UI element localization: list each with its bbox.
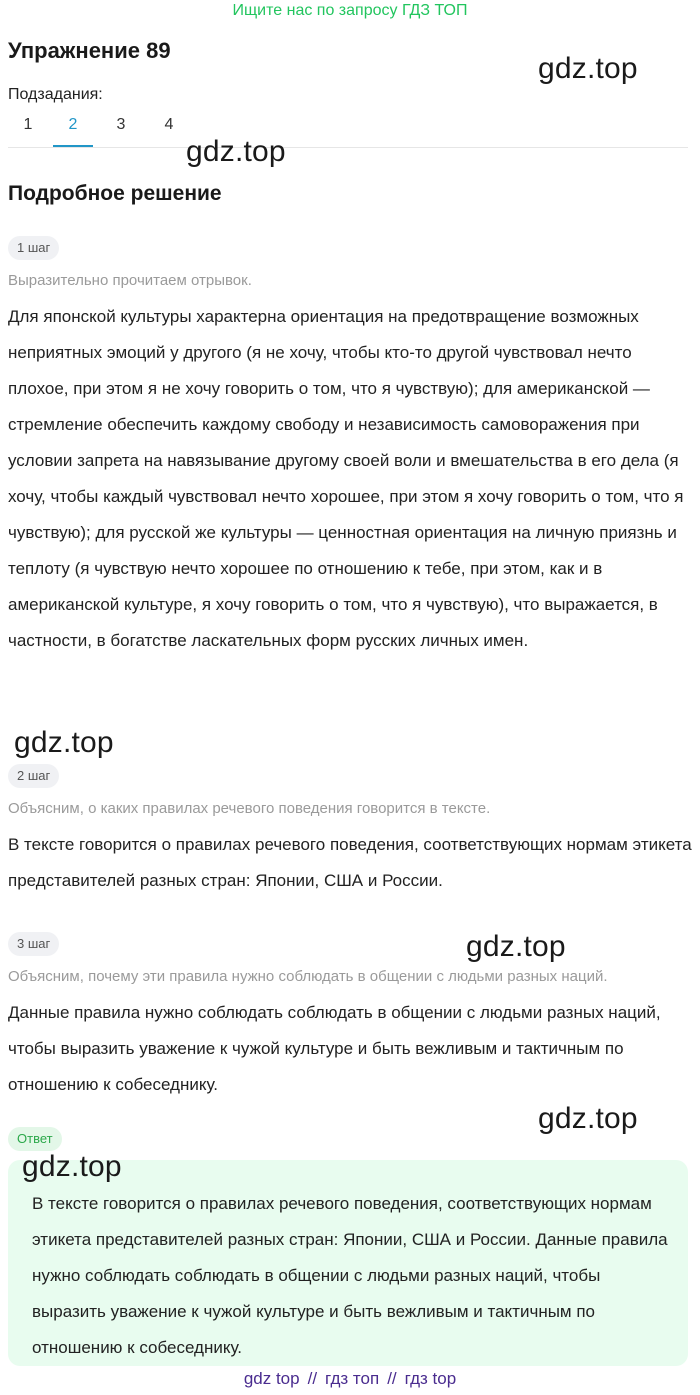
subtasks-label: Подзадания: [8, 86, 103, 103]
footer-link-gdz-top[interactable]: gdz top [243, 1369, 300, 1388]
answer-box [8, 1160, 688, 1366]
step-badge: 1 шаг [8, 236, 59, 260]
search-banner: Ищите нас по запросу ГДЗ ТОП [232, 2, 468, 19]
footer-link-gdz-top-ru[interactable]: гдз топ [325, 1369, 380, 1388]
watermark: gdz.top [538, 1102, 638, 1135]
watermark: gdz.top [538, 52, 638, 85]
watermark: gdz.top [22, 1150, 122, 1183]
step-badge: 3 шаг [8, 932, 59, 956]
footer-separator: // [307, 1369, 318, 1388]
step-badge: 2 шаг [8, 764, 59, 788]
tab-4[interactable]: 4 [164, 116, 174, 133]
footer-links [0, 1369, 700, 1389]
section-title: Подробное решение [8, 182, 222, 205]
tab-1[interactable]: 1 [23, 116, 33, 133]
watermark: gdz.top [14, 726, 114, 759]
footer-link-gdz-top-mixed[interactable]: гдз top [404, 1369, 457, 1388]
answer-text: В тексте говорится о правилах речевого поведения, соответствующих нормам этикета представителей разных стран: Японии, США и России. Данные правила нужно соблюдать соблюдать в общении с людьми разных наций, чтобы выразить уважение к чужой культуре и быть вежливым и тактичным по отношению к собеседнику. [32, 1194, 668, 1357]
step-body: В тексте говорится о правилах речевого поведения, соответствующих нормам этикета представителей разных стран: Японии, США и России. [8, 835, 692, 890]
step-lead: Выразительно прочитаем отрывок. [8, 272, 252, 289]
step-lead: Объясним, почему эти правила нужно соблюдать в общении с людьми разных наций. [8, 968, 608, 985]
step-body: Данные правила нужно соблюдать соблюдать в общении с людьми разных наций, чтобы выразить уважение к чужой культуре и быть вежливым и тактичным по отношению к собеседнику. [8, 1003, 661, 1094]
subtask-tabs [8, 110, 688, 148]
footer-separator: // [387, 1369, 397, 1388]
watermark: gdz.top [466, 930, 566, 963]
answer-badge: Ответ [8, 1127, 62, 1151]
watermark: gdz.top [186, 135, 286, 168]
step-lead: Объясним, о каких правилах речевого поведения говорится в тексте. [8, 800, 491, 817]
tab-2[interactable]: 2 [53, 116, 93, 147]
page-title: Упражнение 89 [8, 38, 171, 63]
tab-3[interactable]: 3 [116, 116, 126, 133]
step-body: Для японской культуры характерна ориентация на предотвращение возможных неприятных эмоций у другого (я не хочу, чтобы кто-то другой чувствовал нечто плохое, при этом я не хочу говорить о том, что я чувствую); для американской — стремление обеспечить каждому свободу и независимость самоворажения при условии запрета на навязывание другому своей воли и вмешательства в его дела (я хочу, чтобы каждый чувствовал нечто хорошее, при этом я хочу говорить о том, что я чувствую); для русской же культуры — ценностная ориентация на личную приязнь и теплоту (я чувствую нечто хорошее по отношению к тебе, при этом, как и в американской культуре, я хочу говорить о том, что я чувствую), что выражается, в частности, в богатстве ласкательных форм русских личных имен. [8, 307, 684, 650]
